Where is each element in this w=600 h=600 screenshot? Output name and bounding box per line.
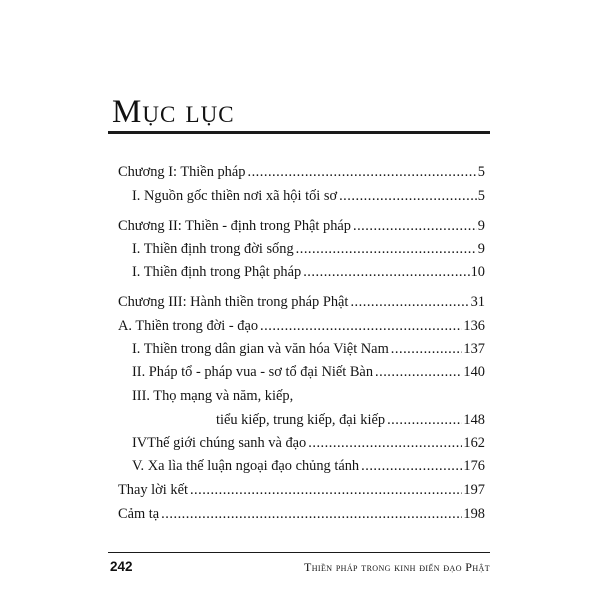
dot-leader xyxy=(308,433,462,453)
dot-leader xyxy=(247,162,476,182)
toc-entry-label: I. Nguồn gốc thiền nơi xã hội tối sơ xyxy=(132,188,338,204)
toc-entry-page: 162 xyxy=(463,435,485,451)
toc-entry-a-4[interactable] xyxy=(132,433,485,453)
dot-leader xyxy=(260,316,462,336)
toc-entry-page: 140 xyxy=(463,364,485,380)
toc-entry-label: Cảm tạ xyxy=(118,506,160,522)
toc-entry-conclusion[interactable] xyxy=(118,480,485,500)
toc-entry-thanks[interactable] xyxy=(118,504,485,524)
toc-entry-page: 31 xyxy=(470,294,485,310)
toc-entry-label: tiểu kiếp, trung kiếp, đại kiếp xyxy=(216,412,386,428)
toc-entry-label: I. Thiền trong dân gian và văn hóa Việt Nam xyxy=(132,341,389,357)
toc-entry-page: 9 xyxy=(477,218,485,234)
dot-leader xyxy=(375,362,462,382)
dot-leader xyxy=(387,410,462,430)
toc-entry-a-3-line2[interactable] xyxy=(216,410,485,430)
dot-leader xyxy=(161,504,462,524)
toc-entry-page: 137 xyxy=(463,341,485,357)
toc-entry-1-1[interactable] xyxy=(132,186,485,206)
dot-leader xyxy=(391,339,463,359)
dot-leader xyxy=(190,480,462,500)
toc-entry-a-2[interactable] xyxy=(132,362,485,382)
toc-entry-label: I. Thiền định trong Phật pháp xyxy=(132,264,302,280)
toc-entry-label: I. Thiền định trong đời sống xyxy=(132,241,294,257)
toc-entry-section-a[interactable] xyxy=(118,316,485,336)
toc-entry-page: 9 xyxy=(477,241,485,257)
dot-leader xyxy=(339,186,477,206)
footer-rule xyxy=(108,552,490,553)
footer-page-number: 242 xyxy=(110,559,133,574)
footer-book-title: Thiền pháp trong kinh điển đạo Phật xyxy=(304,560,490,574)
page-title: Mục lục xyxy=(112,94,235,130)
dot-leader xyxy=(303,262,469,282)
toc-entry-chapter-2[interactable] xyxy=(118,216,485,236)
toc-entry-a-1[interactable] xyxy=(132,339,485,359)
toc-entry-2-2[interactable] xyxy=(132,262,485,282)
toc-entry-label: Thay lời kết xyxy=(118,482,188,498)
dot-leader xyxy=(361,456,462,476)
toc-entry-label: Chương III: Hành thiền trong pháp Phật xyxy=(118,294,349,310)
toc-entry-chapter-3[interactable] xyxy=(118,292,485,312)
toc-entry-label: Chương II: Thiền - định trong Phật pháp xyxy=(118,218,351,234)
toc-entry-a-3-line1[interactable] xyxy=(132,386,485,406)
toc-entry-label: II. Pháp tổ - pháp vua - sơ tổ đại Niết Bàn xyxy=(132,364,374,380)
toc-entry-page: 5 xyxy=(477,188,485,204)
toc-entry-a-5[interactable] xyxy=(132,456,485,476)
toc-entry-page: 198 xyxy=(463,506,485,522)
dot-leader xyxy=(296,239,477,259)
toc-entry-2-1[interactable] xyxy=(132,239,485,259)
toc-entry-label: V. Xa lìa thế luận ngoại đạo chủng tánh xyxy=(132,458,360,474)
toc-entry-page: 148 xyxy=(463,412,485,428)
toc-entry-label: III. Thọ mạng và năm, kiếp, xyxy=(132,388,294,404)
toc-entry-label: A. Thiền trong đời - đạo xyxy=(118,318,259,334)
toc-entry-page: 197 xyxy=(463,482,485,498)
dot-leader xyxy=(350,292,469,312)
toc-entry-label: Chương I: Thiền pháp xyxy=(118,164,246,180)
toc-entry-page: 5 xyxy=(477,164,485,180)
dot-leader xyxy=(353,216,477,236)
toc-entry-page: 10 xyxy=(470,264,485,280)
toc-entry-chapter-1[interactable] xyxy=(118,162,485,182)
toc-entry-page: 176 xyxy=(463,458,485,474)
toc-entry-label: IVThế giới chúng sanh và đạo xyxy=(132,435,307,451)
toc-entry-page: 136 xyxy=(463,318,485,334)
